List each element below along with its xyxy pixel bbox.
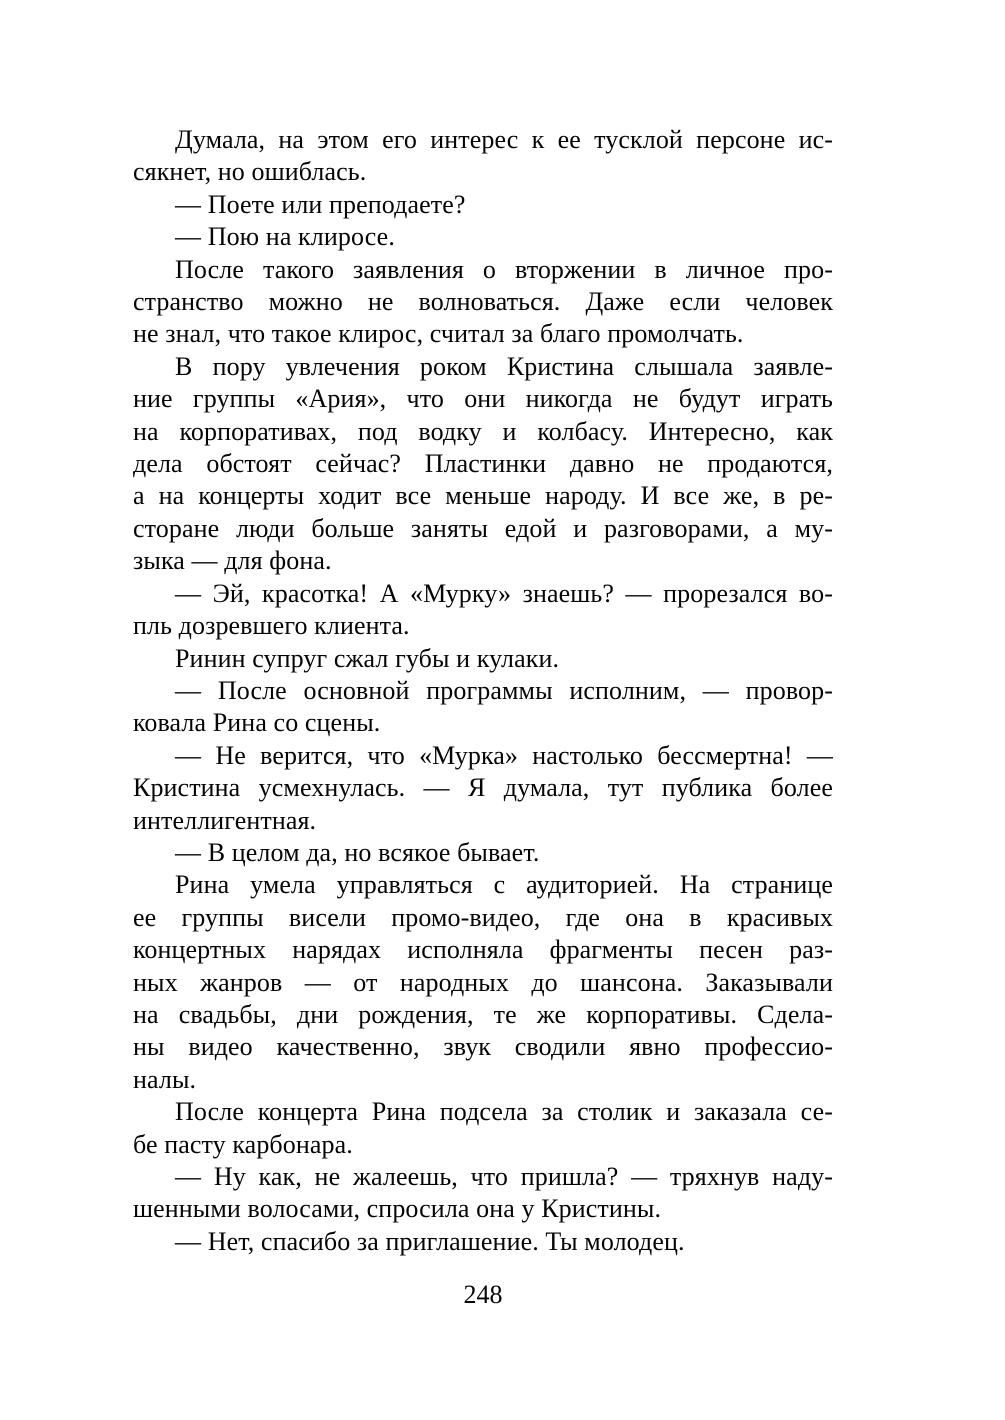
text-line: пль дозревшего клиента. (133, 611, 410, 641)
paragraph (133, 740, 833, 837)
text-line: Думала, на этом его интерес к ее тусклой персоне ис- (175, 125, 833, 154)
text-line: Ринин супруг сжал губы и кулаки. (175, 643, 560, 673)
text-line: — Нет, спасибо за приглашение. Ты молодец. (175, 1226, 685, 1256)
paragraph (133, 1096, 833, 1161)
text-line: зыка — для фона. (133, 546, 332, 576)
text-line: шенными волосами, спросила она у Кристины. (133, 1194, 662, 1224)
paragraph (133, 124, 833, 189)
text-line: — После основной программы исполним, — провор- (175, 675, 833, 705)
text-line: на свадьбы, дни рождения, те же корпоративы. Сдела- (133, 999, 833, 1029)
page-text (133, 124, 833, 1258)
text-line: дела обстоят сейчас? Пластинки давно не продаются, (133, 449, 833, 479)
text-line: После концерта Рина подсела за столик и заказала се- (175, 1097, 833, 1127)
text-line: ковала Рина со сцены. (133, 708, 381, 738)
paragraph (133, 578, 833, 643)
text-line: После такого заявления о вторжении в личное про- (175, 254, 833, 284)
text-line: странство можно не волноваться. Даже если человек (133, 287, 833, 317)
text-line: а на концерты ходит все меньше народу. И все же, в ре- (133, 481, 833, 511)
paragraph (133, 643, 833, 675)
paragraph (133, 351, 833, 578)
paragraph (133, 254, 833, 351)
text-line: налы. (133, 1064, 197, 1094)
text-line: бе пасту карбонара. (133, 1129, 353, 1159)
paragraph (133, 189, 833, 221)
text-line: не знал, что такое клирос, считал за благо промолчать. (133, 319, 744, 349)
text-line: — Пою на клиросе. (175, 222, 395, 252)
text-line: сякнет, но ошиблась. (133, 157, 367, 187)
text-line: — Ну как, не жалеешь, что пришла? — тряхнув наду- (175, 1162, 833, 1191)
text-line: интеллигентная. (133, 805, 317, 835)
text-line: ее группы висели промо-видео, где она в красивых (133, 902, 833, 932)
paragraph (133, 221, 833, 253)
text-line: — В целом да, но всякое бывает. (175, 837, 540, 867)
paragraph (133, 869, 833, 1096)
text-line: на корпоративах, под водку и колбасу. Интересно, как (133, 416, 833, 446)
text-line: ние группы «Ария», что они никогда не будут играть (133, 384, 833, 414)
text-line: сторане люди больше заняты едой и разговорами, а му- (133, 513, 833, 543)
text-line: Кристина усмехнулась. — Я думала, тут публика более (133, 773, 833, 803)
paragraph (133, 1226, 833, 1258)
paragraph (133, 837, 833, 869)
paragraph (133, 1161, 833, 1226)
text-line: Рина умела управляться с аудиторией. На странице (175, 870, 833, 900)
page-number: 248 (463, 1280, 503, 1309)
text-line: концертных нарядах исполняла фрагменты песен раз- (133, 935, 833, 965)
text-line: ны видео качественно, звук сводили явно профессио- (133, 1032, 833, 1062)
text-line: ных жанров — от народных до шансона. Заказывали (133, 967, 833, 997)
text-line: — Поете или преподаете? (175, 189, 466, 219)
text-line: — Эй, красотка! А «Мурку» знаешь? — прорезался во- (175, 578, 833, 608)
text-line: — Не верится, что «Мурка» настолько бессмертна! — (175, 740, 833, 770)
paragraph (133, 675, 833, 740)
text-line: В пору увлечения роком Кристина слышала заявле- (175, 351, 833, 381)
